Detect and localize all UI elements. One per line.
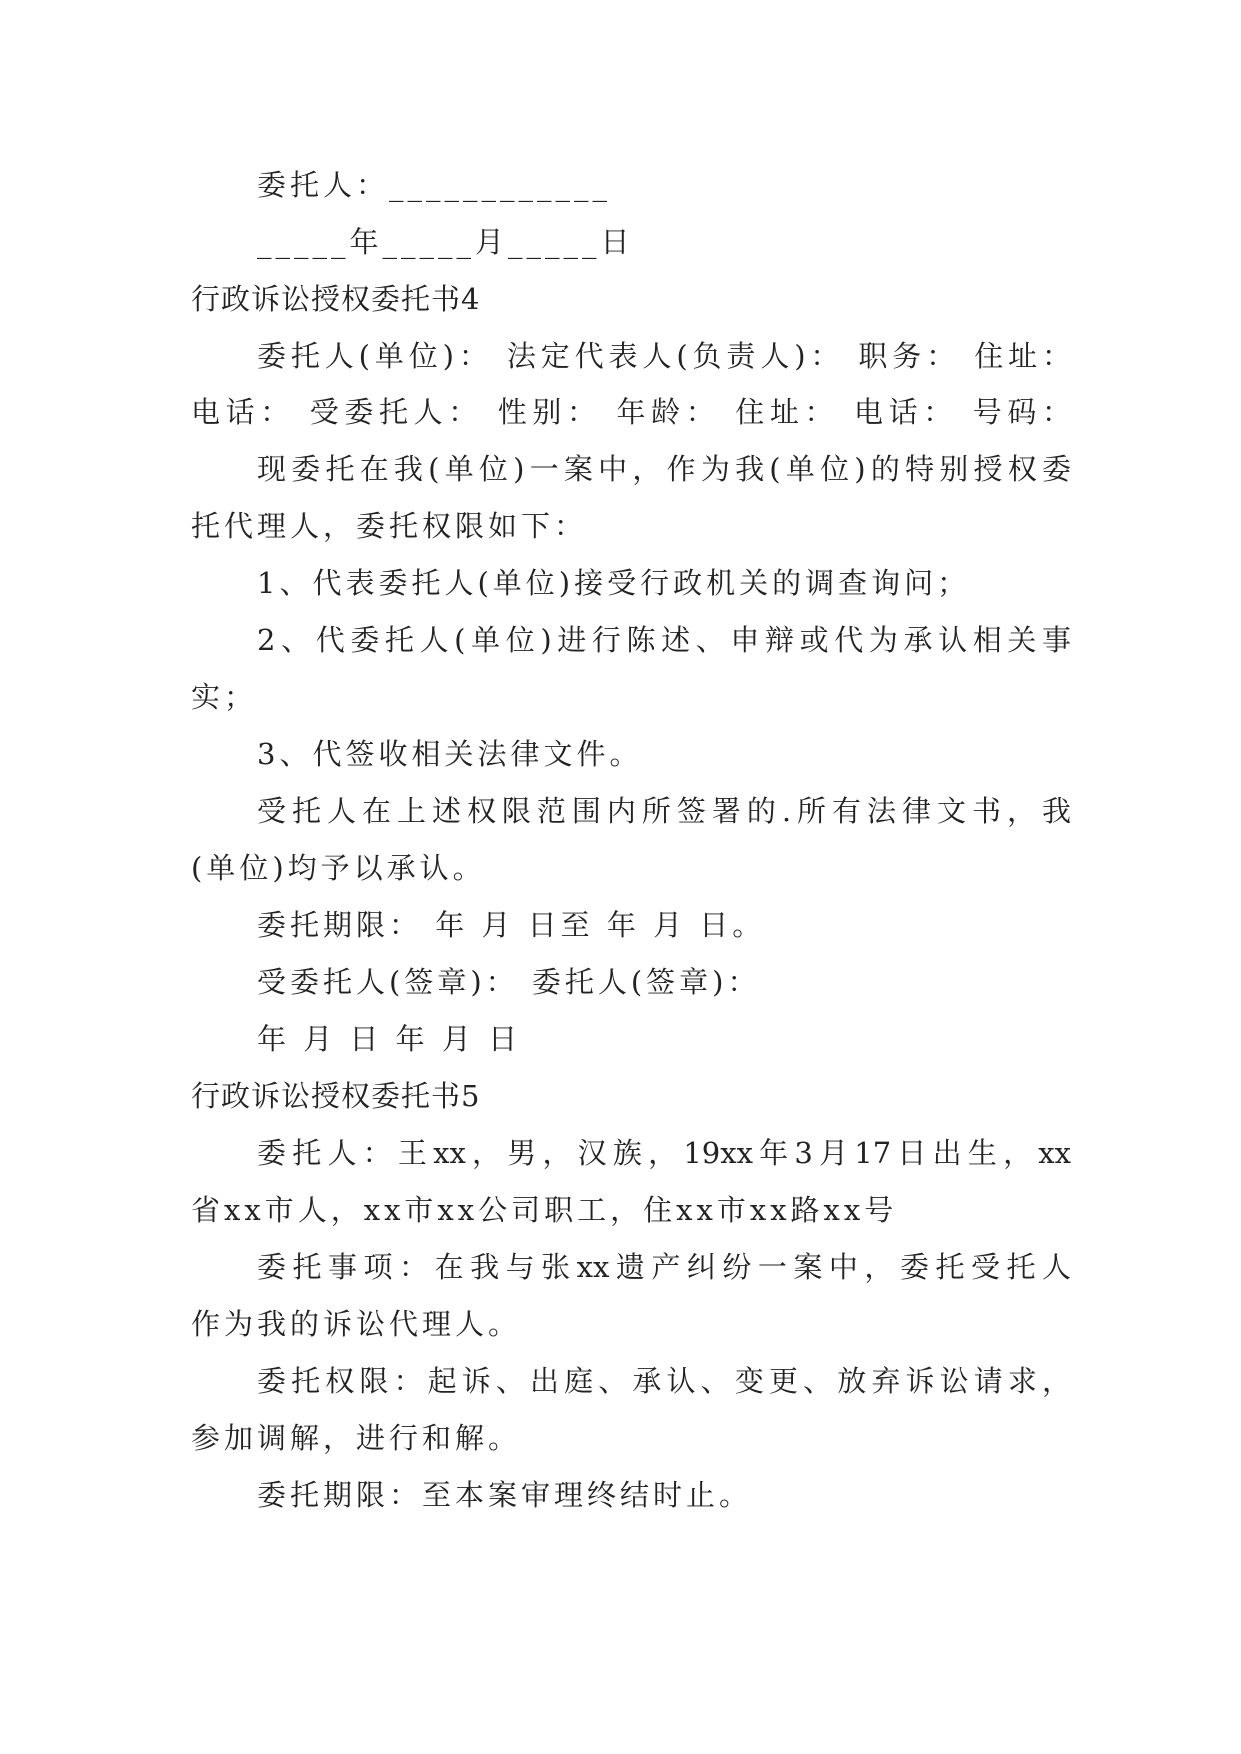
- paragraph-line: 委托人：王xx，男，汉族，19xx年3月17日出生，xx: [257, 1136, 1071, 1170]
- list-item-continued: 实；: [191, 680, 258, 714]
- paragraph-line: 电话： 受委托人： 性别： 年龄： 住址： 电话： 号码：: [191, 395, 1071, 429]
- signature-line: 受委托人(签章)： 委托人(签章)：: [257, 965, 761, 999]
- paragraph-line: 委托事项：在我与张xx遗产纠纷一案中，委托受托人: [257, 1250, 1071, 1284]
- date-line: _____年_____月_____日: [257, 225, 634, 259]
- paragraph-line: 受托人在上述权限范围内所签署的.所有法律文书，我: [257, 794, 1071, 828]
- paragraph-line: 现委托在我(单位)一案中，作为我(单位)的特别授权委: [257, 452, 1071, 486]
- signature-date-line: 年 月 日 年 月 日: [257, 1022, 522, 1056]
- paragraph-line: (单位)均予以承认。: [191, 851, 486, 885]
- list-item: 2、代委托人(单位)进行陈述、申辩或代为承认相关事: [257, 623, 1071, 657]
- paragraph-line: 托代理人，委托权限如下：: [191, 509, 588, 543]
- paragraph-line: 作为我的诉讼代理人。: [191, 1307, 522, 1341]
- section-title-4: 行政诉讼授权委托书4: [191, 282, 481, 316]
- paragraph-line: 委托人(单位)： 法定代表人(负责人)： 职务： 住址：: [257, 339, 1071, 373]
- list-item: 1、代表委托人(单位)接受行政机关的调查询问；: [257, 566, 971, 600]
- term-line: 委托期限： 年 月 日至 年 月 日。: [257, 908, 766, 942]
- principal-signature-line: 委托人：____________: [257, 168, 612, 202]
- paragraph-line: 委托权限：起诉、出庭、承认、变更、放弃诉讼请求，: [257, 1364, 1071, 1398]
- paragraph-line: 委托期限：至本案审理终结时止。: [257, 1478, 753, 1512]
- list-item: 3、代签收相关法律文件。: [257, 737, 643, 771]
- paragraph-line: 参加调解，进行和解。: [191, 1421, 522, 1455]
- section-title-5: 行政诉讼授权委托书5: [191, 1079, 481, 1113]
- paragraph-line: 省xx市人，xx市xx公司职工，住xx市xx路xx号: [191, 1193, 898, 1227]
